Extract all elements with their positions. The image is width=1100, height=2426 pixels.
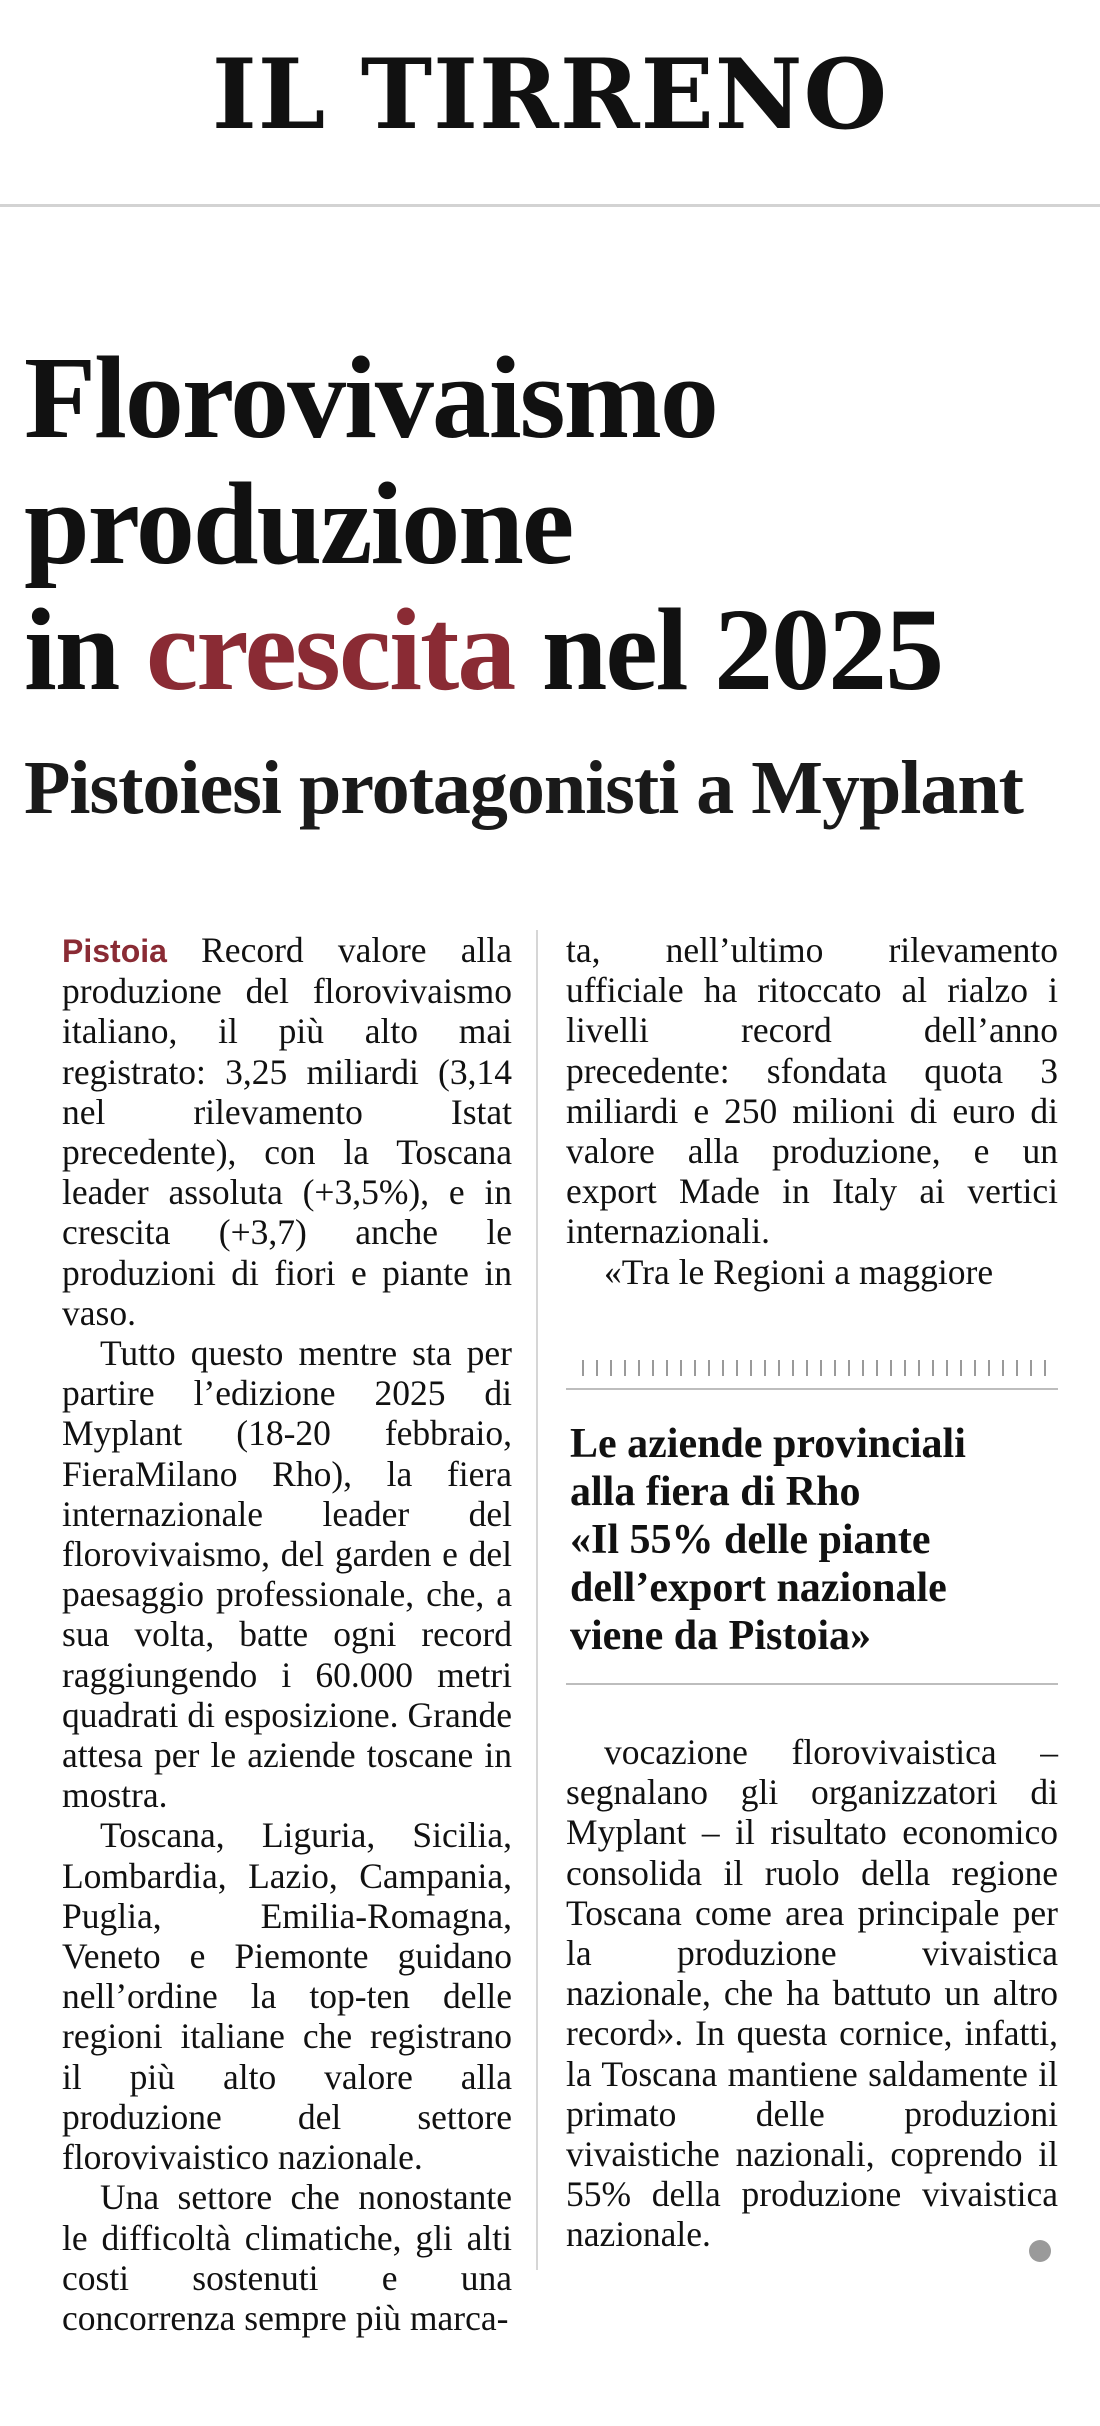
sidebar-bottom-divider [566, 1683, 1058, 1685]
article-paragraph-3: Toscana, Liguria, Sicilia, Lombardia, Lazio, Campania, Puglia, Emilia-Romagna, Veneto e Piemonte guidano nell’ordine la top-ten delle regioni italiane che registrano il più alto valore alla produzione del settore florovivaistico nazionale. [62, 1815, 512, 2178]
decorative-tick-rule [582, 1360, 1052, 1376]
sidebar-headline-line-2: alla fiera di Rho [570, 1469, 861, 1515]
article-column-3 [566, 1732, 1058, 2255]
subheadline: Pistoiesi protagonisti a Myplant [24, 746, 1023, 830]
headline-line-3-start: in [24, 584, 146, 715]
sidebar-headline-line-4: dell’export nazionale [570, 1565, 947, 1611]
sidebar-headline-line-1: Le aziende provinciali [570, 1421, 966, 1467]
article-paragraph-7: vocazione florovivaistica – segnalano gli organizzatori di Myplant – il risultato economico consolida il ruolo della regione Toscana come area principale per la produzione vivaistica nazionale, che ha battuto un altro record». In questa cornice, infatti, la Toscana mantiene saldamente il primato delle produzioni vivaistiche nazionali, coprendo il 55% della produzione vivaistica nazionale. [566, 1732, 1058, 2255]
sidebar-headline-line-3: «Il 55% delle piante [570, 1517, 931, 1563]
article-column-1 [62, 930, 512, 2338]
article-paragraph-5: ta, nell’ultimo rilevamento ufficiale ha ritoccato al rialzo i livelli record dell’anno precedente: sfondata quota 3 miliardi e 250 milioni di euro di valore alla produzione, e un export Made in Italy ai vertici internazionali. [566, 930, 1058, 1252]
article-paragraph-4: Una settore che nonostante le difficoltà climatiche, gli alti costi sostenuti e una concorrenza sempre più marca- [62, 2177, 512, 2338]
masthead-divider [0, 204, 1100, 207]
article-paragraph-2: Tutto questo mentre sta per partire l’edizione 2025 di Myplant (18-20 febbraio, FieraMilano Rho), la fiera internazionale leader del florovivaismo, del garden e del paesaggio professionale, che, a sua volta, batte ogni record raggiungendo i 60.000 metri quadrati di esposizione. Grande attesa per le aziende toscane in mostra. [62, 1333, 512, 1816]
column-divider [536, 930, 538, 2270]
headline-line-2: produzione [24, 458, 573, 589]
article-column-2 [566, 930, 1058, 1292]
headline [24, 332, 1074, 715]
sidebar-headline-line-5: viene da Pistoia» [570, 1613, 871, 1659]
headline-line-3-end: nel 2025 [514, 584, 943, 715]
sidebar-headline [570, 1420, 1060, 1660]
article-paragraph-6: «Tra le Regioni a maggiore [604, 1251, 994, 1292]
headline-line-1: Florovivaismo [24, 332, 717, 463]
dateline: Pistoia [62, 933, 167, 969]
sidebar-top-divider [566, 1388, 1058, 1390]
masthead-logo: IL TIRRENO [211, 38, 889, 151]
headline-accent-word: crescita [145, 584, 515, 715]
end-of-article-dot-icon [1029, 2240, 1051, 2262]
article-paragraph-1-text: Record valore alla produzione del florovivaismo italiano, il più alto mai registrato: 3,25 miliardi (3,14 nel rilevamento Istat precedente), con la Toscana leader assoluta (+3,5%), e in crescita (+3,7) anche le produzioni di fiori e piante in vaso. [62, 930, 512, 1333]
article-paragraph-1 [62, 930, 512, 1333]
